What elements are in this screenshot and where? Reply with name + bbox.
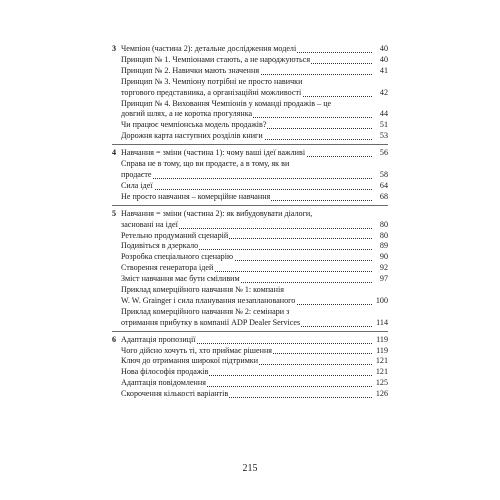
toc-section xyxy=(112,335,388,402)
chapter-title xyxy=(121,335,372,346)
chapter-page: 80 xyxy=(379,219,388,229)
toc-item-title xyxy=(121,55,372,66)
toc-item-text: Зміст навчання має бути сміливим xyxy=(121,274,240,284)
chapter-entry xyxy=(112,335,388,346)
toc-item-text: W. W. Grainger і сила планування незапланованого xyxy=(121,295,296,305)
toc-item-page: 97 xyxy=(379,274,388,284)
toc-item-text: Ретельно продуманий сценарій xyxy=(121,230,229,240)
toc-item-page: 41 xyxy=(379,65,388,75)
toc-item xyxy=(112,346,388,357)
toc-item-text: Сила ідеї xyxy=(121,180,153,190)
toc-item-text: довгий шлях, а не коротка прогулянка xyxy=(121,109,253,119)
toc-item-page: 80 xyxy=(379,230,388,240)
toc-item-title xyxy=(121,318,372,329)
toc-item-text: Не просто навчання – комерційне навчання xyxy=(121,191,271,201)
chapter-page: 56 xyxy=(379,148,388,158)
toc-item xyxy=(112,192,388,203)
toc-item-text: Адаптація повідомлення xyxy=(121,378,206,388)
chapter-title-line xyxy=(112,209,388,220)
toc-item xyxy=(112,378,388,389)
chapter-entry xyxy=(112,148,388,159)
chapter-title-text: Чемпіон (частина 2): детальне дослідження моделі xyxy=(121,44,297,53)
toc-item-text: Нова філософія продажів xyxy=(121,367,209,377)
toc-item xyxy=(112,131,388,142)
toc-item xyxy=(112,367,388,378)
toc-item-title xyxy=(121,263,372,274)
toc-item-text: Подивіться в дзеркало xyxy=(121,241,199,251)
chapter-number: 6 xyxy=(112,334,117,344)
toc-section xyxy=(112,148,388,206)
toc-item xyxy=(112,263,388,274)
chapter-title-text: Навчання = зміни (частина 2): як вибудовувати діалоги, xyxy=(121,208,313,218)
toc-item-title xyxy=(121,109,372,120)
toc-item-text: Чого дійсно хочуть ті, хто приймає рішення xyxy=(121,345,273,355)
toc-item-line: Приклад комерційного навчання № 2: семінари з xyxy=(121,306,290,316)
chapter-title xyxy=(121,148,372,159)
toc-item-page: 40 xyxy=(379,54,388,64)
toc-item xyxy=(112,181,388,192)
toc-item-page: 42 xyxy=(379,87,388,97)
toc-item-title xyxy=(121,170,372,181)
toc-item-title xyxy=(121,378,372,389)
toc-item-text: продаєте xyxy=(121,169,152,179)
chapter-title xyxy=(121,220,372,231)
toc-item-title xyxy=(121,389,372,400)
toc-item-title xyxy=(121,192,372,203)
toc-item-title xyxy=(121,252,372,263)
toc-item-text: Розробка спеціального сценарію xyxy=(121,252,234,262)
toc-item xyxy=(112,109,388,120)
toc-item-text: Принцип № 2. Навички мають значення xyxy=(121,65,260,75)
toc-item-page: 125 xyxy=(375,378,388,388)
toc-item-page: 89 xyxy=(379,241,388,251)
toc-item-title xyxy=(121,120,372,131)
chapter-page: 40 xyxy=(379,44,388,53)
toc-section xyxy=(112,209,388,332)
toc-item-text: торгового представника, а організаційні можливості xyxy=(121,87,302,97)
toc-item-line: Приклад комерційного навчання № 1: компанія xyxy=(121,285,284,295)
toc-item xyxy=(112,318,388,329)
toc-item-text: Скорочення кількості варіантів xyxy=(121,389,229,399)
toc-item-title xyxy=(121,296,372,307)
toc-item xyxy=(112,120,388,131)
toc-item xyxy=(112,274,388,285)
toc-item-title xyxy=(121,356,372,367)
chapter-title-text: Адаптація пропозиції xyxy=(121,334,196,344)
chapter-number: 5 xyxy=(112,208,117,218)
toc-item-title xyxy=(121,367,372,378)
toc-item xyxy=(112,389,388,400)
toc-item-page: 53 xyxy=(379,131,388,141)
toc-item-page: 114 xyxy=(376,317,388,327)
chapter-title-text: засновані на ідеї xyxy=(121,219,178,229)
toc-item-text: Ключ до отримання широкої підтримки xyxy=(121,356,259,366)
toc-item-page: 51 xyxy=(379,120,388,130)
toc-item xyxy=(112,88,388,99)
toc-item-title xyxy=(121,274,372,285)
toc-item-title xyxy=(121,66,372,77)
toc-item-title xyxy=(121,346,372,357)
toc-item xyxy=(112,170,388,181)
table-of-contents xyxy=(112,44,388,405)
chapter-page: 119 xyxy=(376,334,388,344)
toc-item-page: 126 xyxy=(375,389,388,399)
toc-item-text: Принцип № 1. Чемпіонами стають, а не народжуються xyxy=(121,54,311,64)
toc-item-page: 90 xyxy=(379,252,388,262)
page-number: 215 xyxy=(242,463,258,474)
toc-item-title xyxy=(121,241,372,252)
toc-item-page: 119 xyxy=(376,345,388,355)
chapter-entry xyxy=(112,44,388,55)
toc-item-page: 44 xyxy=(379,109,388,119)
chapter-number: 3 xyxy=(112,44,117,53)
toc-section xyxy=(112,44,388,145)
chapter-entry xyxy=(112,220,388,231)
toc-item-page: 68 xyxy=(379,191,388,201)
toc-item-line: Принцип № 4. Виховання Чемпіонів у команді продажів – це xyxy=(121,98,332,108)
toc-item-line: Справа не в тому, що ви продаєте, а в тому, як ви xyxy=(121,159,290,169)
toc-item xyxy=(112,252,388,263)
chapter-title xyxy=(121,44,372,55)
toc-item-page: 121 xyxy=(375,367,388,377)
toc-item xyxy=(112,55,388,66)
toc-item-text: отримання прибутку в компанії ADP Dealer Services xyxy=(121,317,301,327)
toc-item-page: 64 xyxy=(379,180,388,190)
toc-item-text: Дорожня карта наступних розділів книги xyxy=(121,131,263,141)
toc-item-title xyxy=(121,131,372,142)
chapter-title-text: Навчання = зміни (частина 1): чому ваші ідеї важливі xyxy=(121,148,306,158)
toc-item xyxy=(112,296,388,307)
toc-item xyxy=(112,356,388,367)
toc-item-title xyxy=(121,88,372,99)
toc-item-page: 92 xyxy=(379,263,388,273)
toc-item xyxy=(112,66,388,77)
toc-item xyxy=(112,241,388,252)
chapter-number: 4 xyxy=(112,148,117,158)
toc-item-title xyxy=(121,181,372,192)
toc-item-page: 121 xyxy=(375,356,388,366)
toc-item-text: Чи працює чемпіонська модель продажів? xyxy=(121,120,267,130)
toc-item-line: Принцип № 3. Чемпіону потрібні не просто навички xyxy=(121,76,303,86)
toc-item-text: Створення генератора ідей xyxy=(121,263,214,273)
toc-item xyxy=(112,231,388,242)
toc-item-page: 100 xyxy=(375,295,388,305)
toc-item-title xyxy=(121,231,372,242)
toc-item-page: 58 xyxy=(379,169,388,179)
